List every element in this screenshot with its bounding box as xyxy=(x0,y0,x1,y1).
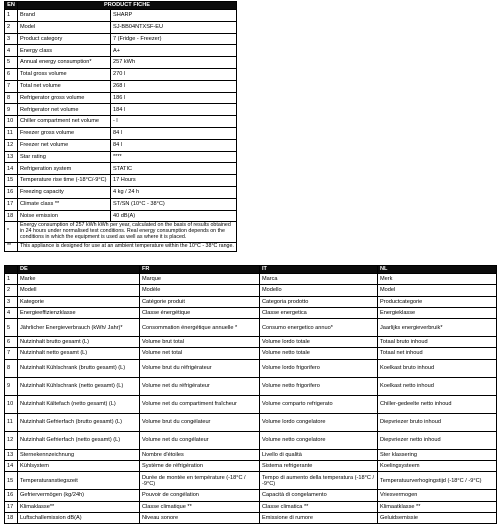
fiche-row-value: 7 (Fridge - Freezer) xyxy=(111,33,237,45)
translation-it: Volume comparto refrigerato xyxy=(260,395,378,413)
fiche-lang-code: EN xyxy=(5,2,18,10)
translation-it: Sistema refrigerante xyxy=(260,461,378,472)
fiche-row-number: 6 xyxy=(5,68,18,80)
translation-fr: Niveau sonore xyxy=(140,512,260,523)
translation-fr: Modèle xyxy=(140,285,260,296)
fiche-row-number: 1 xyxy=(5,10,18,22)
translation-row-number: 3 xyxy=(5,296,18,307)
translation-row-number: 2 xyxy=(5,285,18,296)
translation-de: Kategorie xyxy=(18,296,140,307)
translation-fr: Consommation énergétique annuelle * xyxy=(140,319,260,337)
translation-de: Jährlicher Energieverbrauch (kWh/ Jahr)* xyxy=(18,319,140,337)
fiche-row xyxy=(5,163,237,175)
translation-row xyxy=(5,307,497,318)
translation-row-number: 17 xyxy=(5,501,18,512)
fiche-row-number: 3 xyxy=(5,33,18,45)
fiche-row-value: 4 kg / 24 h xyxy=(111,186,237,198)
fiche-row xyxy=(5,57,237,69)
fiche-row xyxy=(5,175,237,187)
translation-fr: Catégorie produit xyxy=(140,296,260,307)
fiche-row-label: Freezer net volume xyxy=(18,139,111,151)
translation-nl: Klimaatklasse ** xyxy=(378,501,497,512)
translation-row-number: 5 xyxy=(5,319,18,337)
translation-fr: Système de réfrigération xyxy=(140,461,260,472)
translation-it: Volume lordo totale xyxy=(260,337,378,348)
fiche-note-row xyxy=(5,222,237,242)
fiche-row xyxy=(5,104,237,116)
fiche-row-label: Chiller compartment net volume xyxy=(18,116,111,128)
translation-it: Volume netto frigorifero xyxy=(260,377,378,395)
fiche-row-number: 16 xyxy=(5,186,18,198)
fiche-row-label: Brand xyxy=(18,10,111,22)
fiche-row-number: 9 xyxy=(5,104,18,116)
translation-row-number: 10 xyxy=(5,395,18,413)
translation-de: Nutzinhalt Gefrierfach (brutto gesamt) (L) xyxy=(18,413,140,431)
fiche-row xyxy=(5,21,237,33)
translations-header-de: DE xyxy=(18,266,140,274)
translation-row xyxy=(5,395,497,413)
fiche-row xyxy=(5,151,237,163)
fiche-header-row xyxy=(5,2,237,10)
translation-it: Marca xyxy=(260,274,378,285)
fiche-row-value: 40 dB(A) xyxy=(111,210,237,222)
translation-fr: Volume net du congélateur xyxy=(140,431,260,449)
translation-it: Volume netto totale xyxy=(260,348,378,359)
translation-it: Modello xyxy=(260,285,378,296)
fiche-row-number: 13 xyxy=(5,151,18,163)
fiche-row-label: Total net volume xyxy=(18,80,111,92)
translation-it: Volume netto congelatore xyxy=(260,431,378,449)
fiche-row-label: Freezing capacity xyxy=(18,186,111,198)
translation-de: Nutzinhalt Kältefach (netto gesamt) (L) xyxy=(18,395,140,413)
fiche-row xyxy=(5,127,237,139)
fiche-row-number: 10 xyxy=(5,116,18,128)
fiche-row xyxy=(5,10,237,22)
translation-row xyxy=(5,337,497,348)
translation-row xyxy=(5,359,497,377)
translation-it: Categoria prodotto xyxy=(260,296,378,307)
fiche-note-text: Energy consumption of 257 kWh kWh per year, calculated on the basis of results obtained in 24 hours under normalised test conditions. Real energy consumption depends on the conditions in which the equipment is used as well as where it is placed. xyxy=(18,222,237,242)
translation-it: Classe energetica xyxy=(260,307,378,318)
translation-fr: Pouvoir de congélation xyxy=(140,490,260,501)
translation-row-number: 4 xyxy=(5,307,18,318)
translation-nl: Ster klassering xyxy=(378,449,497,460)
translation-row xyxy=(5,285,497,296)
fiche-row-label: Annual energy consumption* xyxy=(18,57,111,69)
translation-row-number: 1 xyxy=(5,274,18,285)
translation-de: Nutzinhalt Kühlschrank (brutto gesamt) (L) xyxy=(18,359,140,377)
translation-it: Volume lordo congelatore xyxy=(260,413,378,431)
translation-it: Tempo di aumento della temperatura (-18°C / -9°C) xyxy=(260,472,378,490)
fiche-row-label: Model xyxy=(18,21,111,33)
translation-row xyxy=(5,431,497,449)
fiche-row-number: 4 xyxy=(5,45,18,57)
fiche-row-value: 17 Hours xyxy=(111,175,237,187)
fiche-row-label: Temperature rise time (-18°C/-9°C) xyxy=(18,175,111,187)
translation-row xyxy=(5,413,497,431)
translation-fr: Nombre d'étoiles xyxy=(140,449,260,460)
translation-de: Gefriervermögen (kg/24h) xyxy=(18,490,140,501)
fiche-row-value: ST/SN (10°C - 38°C) xyxy=(111,198,237,210)
translation-fr: Classe climatique ** xyxy=(140,501,260,512)
fiche-row-label: Refrigerator gross volume xyxy=(18,92,111,104)
fiche-row-value: SHARP xyxy=(111,10,237,22)
translation-row xyxy=(5,461,497,472)
translation-row xyxy=(5,348,497,359)
translation-row-number: 11 xyxy=(5,413,18,431)
translation-row xyxy=(5,501,497,512)
translation-nl: Koelingsysteem xyxy=(378,461,497,472)
fiche-row xyxy=(5,210,237,222)
translation-de: Klimaklasse** xyxy=(18,501,140,512)
translation-de: Nutzinhalt netto gesamt (L) xyxy=(18,348,140,359)
translation-nl: Vriesvermogen xyxy=(378,490,497,501)
fiche-note-marker: ** xyxy=(5,242,18,251)
fiche-row-value: 270 l xyxy=(111,68,237,80)
fiche-row-value: 257 kWh xyxy=(111,57,237,69)
fiche-row-value: 268 l xyxy=(111,80,237,92)
fiche-row-label: Total gross volume xyxy=(18,68,111,80)
translation-fr: Volume net total xyxy=(140,348,260,359)
translation-fr: Durée de montée en température (-18°C / -9°C) xyxy=(140,472,260,490)
translation-nl: Diepvriezer netto inhoud xyxy=(378,431,497,449)
translation-row-number: 8 xyxy=(5,359,18,377)
translation-de: Temperaturanstiegszeit xyxy=(18,472,140,490)
fiche-row xyxy=(5,139,237,151)
fiche-row-value: STATIC xyxy=(111,163,237,175)
translation-nl: Energieklasse xyxy=(378,307,497,318)
translation-it: Volume lordo frigorifero xyxy=(260,359,378,377)
fiche-note-row xyxy=(5,242,237,251)
fiche-row-label: Freezer gross volume xyxy=(18,127,111,139)
translation-de: Modell xyxy=(18,285,140,296)
translation-de: Kühlsystem xyxy=(18,461,140,472)
fiche-row-label: Star rating xyxy=(18,151,111,163)
fiche-row-label: Refrigeration system xyxy=(18,163,111,175)
translation-row-number: 7 xyxy=(5,348,18,359)
translation-fr: Volume brut du réfrigérateur xyxy=(140,359,260,377)
translation-nl: Totaal bruto inhoud xyxy=(378,337,497,348)
translation-nl: Temperatuurverhogingstijd (-18°C / -9°C) xyxy=(378,472,497,490)
fiche-row-number: 8 xyxy=(5,92,18,104)
fiche-row-number: 5 xyxy=(5,57,18,69)
fiche-note-marker: * xyxy=(5,222,18,242)
translations-header-nl: NL xyxy=(378,266,497,274)
translation-row-number: 9 xyxy=(5,377,18,395)
fiche-row-label: Climate class ** xyxy=(18,198,111,210)
fiche-row xyxy=(5,198,237,210)
translation-fr: Marque xyxy=(140,274,260,285)
translation-nl: Jaarlijks energieverbruik* xyxy=(378,319,497,337)
translation-nl: Merk xyxy=(378,274,497,285)
translation-de: Luftschallemission dB(A) xyxy=(18,512,140,523)
translation-row-number: 15 xyxy=(5,472,18,490)
translation-de: Energieeffizienzklasse xyxy=(18,307,140,318)
fiche-title: PRODUCT FICHE xyxy=(18,2,237,10)
fiche-row-number: 12 xyxy=(5,139,18,151)
translation-row xyxy=(5,472,497,490)
translation-nl: Model xyxy=(378,285,497,296)
translation-row xyxy=(5,512,497,523)
translation-nl: Chiller-gedeelte netto inhoud xyxy=(378,395,497,413)
fiche-row-value: 84 l xyxy=(111,139,237,151)
translation-row xyxy=(5,377,497,395)
fiche-row-label: Noise emission xyxy=(18,210,111,222)
translations-header-fr: FR xyxy=(140,266,260,274)
fiche-row-value: A+ xyxy=(111,45,237,57)
translation-it: Capacità di congelamento xyxy=(260,490,378,501)
fiche-row-number: 15 xyxy=(5,175,18,187)
translation-fr: Classe énergétique xyxy=(140,307,260,318)
fiche-row-value: - l xyxy=(111,116,237,128)
translation-de: Sternekennzeichnung xyxy=(18,449,140,460)
fiche-row-value: **** xyxy=(111,151,237,163)
translation-nl: Totaal net inhoud xyxy=(378,348,497,359)
fiche-row xyxy=(5,116,237,128)
translation-nl: Productcategorie xyxy=(378,296,497,307)
translation-row xyxy=(5,319,497,337)
translation-it: Livello di qualità xyxy=(260,449,378,460)
fiche-note-text: This appliance is designed for use at an ambient temperature within the 10°C - 38°C range. xyxy=(18,242,237,251)
fiche-row-label: Refrigerator net volume xyxy=(18,104,111,116)
translation-row xyxy=(5,490,497,501)
translation-row-number: 6 xyxy=(5,337,18,348)
fiche-row-label: Product category xyxy=(18,33,111,45)
fiche-row xyxy=(5,68,237,80)
translation-row xyxy=(5,449,497,460)
translation-nl: Diepvriezer bruto inhoud xyxy=(378,413,497,431)
fiche-row xyxy=(5,45,237,57)
fiche-row xyxy=(5,80,237,92)
fiche-row-number: 18 xyxy=(5,210,18,222)
translations-header-row xyxy=(5,266,497,274)
translation-it: Classe climatica ** xyxy=(260,501,378,512)
translation-row xyxy=(5,274,497,285)
translation-row xyxy=(5,296,497,307)
translations-header-it: IT xyxy=(260,266,378,274)
translation-row-number: 14 xyxy=(5,461,18,472)
product-fiche-table xyxy=(4,1,237,252)
fiche-row-value: SJ-BB04NTXSF-EU xyxy=(111,21,237,33)
translation-fr: Volume brut total xyxy=(140,337,260,348)
fiche-row xyxy=(5,92,237,104)
translation-it: Emissione di rumore xyxy=(260,512,378,523)
fiche-row-number: 11 xyxy=(5,127,18,139)
fiche-row-value: 186 l xyxy=(111,92,237,104)
translation-it: Consumo energetico annuo* xyxy=(260,319,378,337)
translation-nl: Geluidsemissie xyxy=(378,512,497,523)
fiche-row-value: 84 l xyxy=(111,127,237,139)
fiche-row-number: 14 xyxy=(5,163,18,175)
fiche-row xyxy=(5,186,237,198)
translation-nl: Koelkast bruto inhoud xyxy=(378,359,497,377)
fiche-row-number: 7 xyxy=(5,80,18,92)
translations-header-index xyxy=(5,266,18,274)
translation-de: Nutzinhalt brutto gesamt (L) xyxy=(18,337,140,348)
translation-row-number: 13 xyxy=(5,449,18,460)
translation-de: Nutzinhalt Kühlschrank (netto gesamt) (L) xyxy=(18,377,140,395)
fiche-row-number: 17 xyxy=(5,198,18,210)
translation-row-number: 18 xyxy=(5,512,18,523)
fiche-row xyxy=(5,33,237,45)
translation-de: Nutzinhalt Gefrierfach (netto gesamt) (L) xyxy=(18,431,140,449)
translation-row-number: 16 xyxy=(5,490,18,501)
translation-fr: Volume net du compartiment fraîcheur xyxy=(140,395,260,413)
translation-fr: Volume brut du congélateur xyxy=(140,413,260,431)
translations-table xyxy=(4,265,497,524)
fiche-row-label: Energy class xyxy=(18,45,111,57)
translation-nl: Koelkast netto inhoud xyxy=(378,377,497,395)
translation-fr: Volume net du réfrigérateur xyxy=(140,377,260,395)
fiche-row-number: 2 xyxy=(5,21,18,33)
fiche-row-value: 184 l xyxy=(111,104,237,116)
translation-row-number: 12 xyxy=(5,431,18,449)
translation-de: Marke xyxy=(18,274,140,285)
